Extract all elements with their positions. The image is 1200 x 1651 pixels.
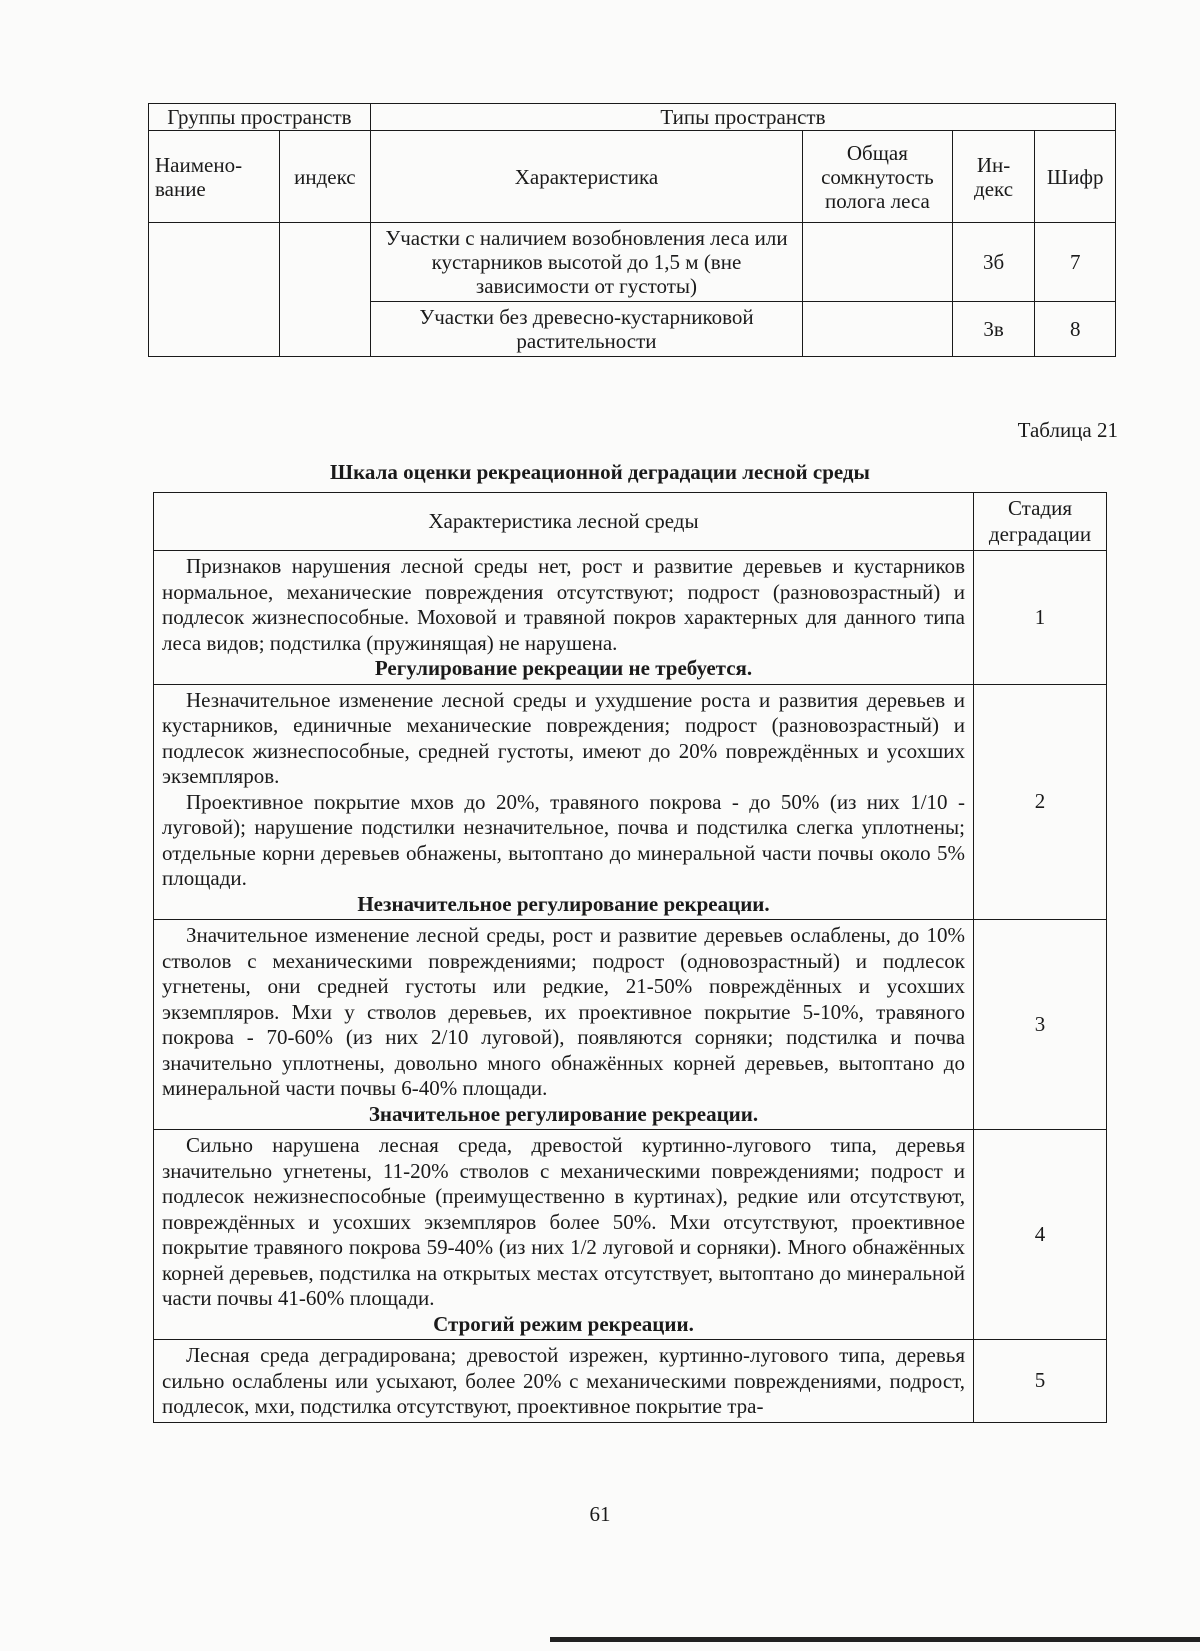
row-closure <box>803 223 953 302</box>
header-index: индекс <box>279 131 370 223</box>
header-characteristic: Характеристика лесной среды <box>154 493 974 551</box>
table-row <box>154 684 974 920</box>
header-groups: Группы пространств <box>149 104 371 131</box>
header-types: Типы пространств <box>370 104 1115 131</box>
header-code: Шифр <box>1035 131 1116 223</box>
row-closure <box>803 302 953 357</box>
row-stage: 2 <box>974 684 1107 920</box>
row-index: 3б <box>952 223 1035 302</box>
row-regulation: Регулирование рекреации не требуется. <box>374 656 753 680</box>
header-index2: Ин- декс <box>952 131 1035 223</box>
row-stage: 3 <box>974 920 1107 1130</box>
table-number: Таблица 21 <box>1017 418 1118 442</box>
table-row <box>154 920 974 1130</box>
empty-cell <box>279 223 370 357</box>
row-stage: 4 <box>974 1130 1107 1340</box>
row-regulation: Незначительное регулирование рекреации. <box>357 891 770 916</box>
header-stage: Стадия деградации <box>974 493 1107 551</box>
header-closure: Общая сомкнутость полога леса <box>803 131 953 223</box>
row-paragraph: Признаков нарушения лесной среды нет, рост и развитие деревьев и кустарников нормальное, механические повреждения отсутствуют; подрост (разновозрастный) и подлесок жизнеспособные. Моховой и травяной покров характерных для данного типа леса видов; подстилка (пружинящая) не нарушена. <box>162 554 965 655</box>
row-paragraph: Значительное изменение лесной среды, рост и развитие деревьев ослаблены, до 10% стволов с механическими повреждениями; подрост (одновозрастный) и подлесок угнетены, они средней густоты или редкие, 21-50% повреждённых и усохших экземпляров. Мхи у стволов деревьев, их проективное покрытие 5-10%, травяного покрова - 70-60% (из них 2/10 луговой), появляются сорняки; подстилка и почва значительно уплотнены, довольно много обнажённых корней деревьев, вытоптано до минеральной части почвы 6-40% площади. <box>162 923 965 1100</box>
row-paragraph: Лесная среда деградирована; древостой изрежен, куртинно-лугового типа, деревья сильно ослаблены или усыхают, более 20% с механическими повреждениями, подрост, подлесок, мхи, подстилка отсутствуют, проективное покрытие тра- <box>162 1343 965 1418</box>
page-number: 61 <box>589 1502 611 1526</box>
table-title: Шкала оценки рекреационной деградации лесной среды <box>330 460 870 484</box>
row-code: 8 <box>1035 302 1116 357</box>
row-characteristic: Участки с наличием возобновления леса или кустарников высотой до 1,5 м (вне зависимости от густоты) <box>370 223 802 302</box>
empty-cell <box>149 223 280 357</box>
row-code: 7 <box>1035 223 1116 302</box>
scan-edge-line <box>550 1637 1200 1642</box>
row-stage: 1 <box>974 551 1107 685</box>
row-regulation: Значительное регулирование рекреации. <box>368 1101 759 1126</box>
table-row <box>154 1130 974 1340</box>
row-stage: 5 <box>974 1340 1107 1423</box>
row-index: 3в <box>952 302 1035 357</box>
row-paragraph: Проективное покрытие мхов до 20%, травяного покрова - до 50% (из них 1/10 - луговой); нарушение подстилки незначительное, почва и подстилка слегка уплотнены; отдельные корни деревьев обнажены, вытоптано до минеральной части почвы около 5% площади. <box>162 789 965 890</box>
row-paragraph: Сильно нарушена лесная среда, древостой куртинно-лугового типа, деревья значительно угнетены, 11-20% стволов с механическими повреждениями; подрост и подлесок нежизнеспособные (преимущественно в куртинах), редкие или отсутствуют, повреждённых и усохших экземпляров более 50%. Мхи отсутствуют, проективное покрытие травяного покрова 59-40% (из них 1/2 луговой и сорняки). Много обнажённых корней деревьев, подстилка на открытых местах отсутствует, вытоптано до минеральной части почвы 41-60% площади. <box>162 1133 965 1310</box>
table-row <box>154 551 974 685</box>
row-characteristic: Участки без древесно-кустарниковой растительности <box>370 302 802 357</box>
header-characteristic: Характеристика <box>370 131 802 223</box>
row-regulation: Строгий режим рекреации. <box>433 1311 694 1336</box>
row-paragraph: Незначительное изменение лесной среды и ухудшение роста и развития деревьев и кустарников, единичные механические повреждения; подрост (разновозрастный) и подлесок жизнеспособные, средней густоты, имеют до 20% повреждённых и усохших экземпляров. <box>162 687 965 788</box>
header-name: Наимено- вание <box>149 131 280 223</box>
space-types-table <box>148 103 1116 357</box>
table-row <box>154 1340 974 1423</box>
degradation-scale-table <box>153 492 1107 1423</box>
